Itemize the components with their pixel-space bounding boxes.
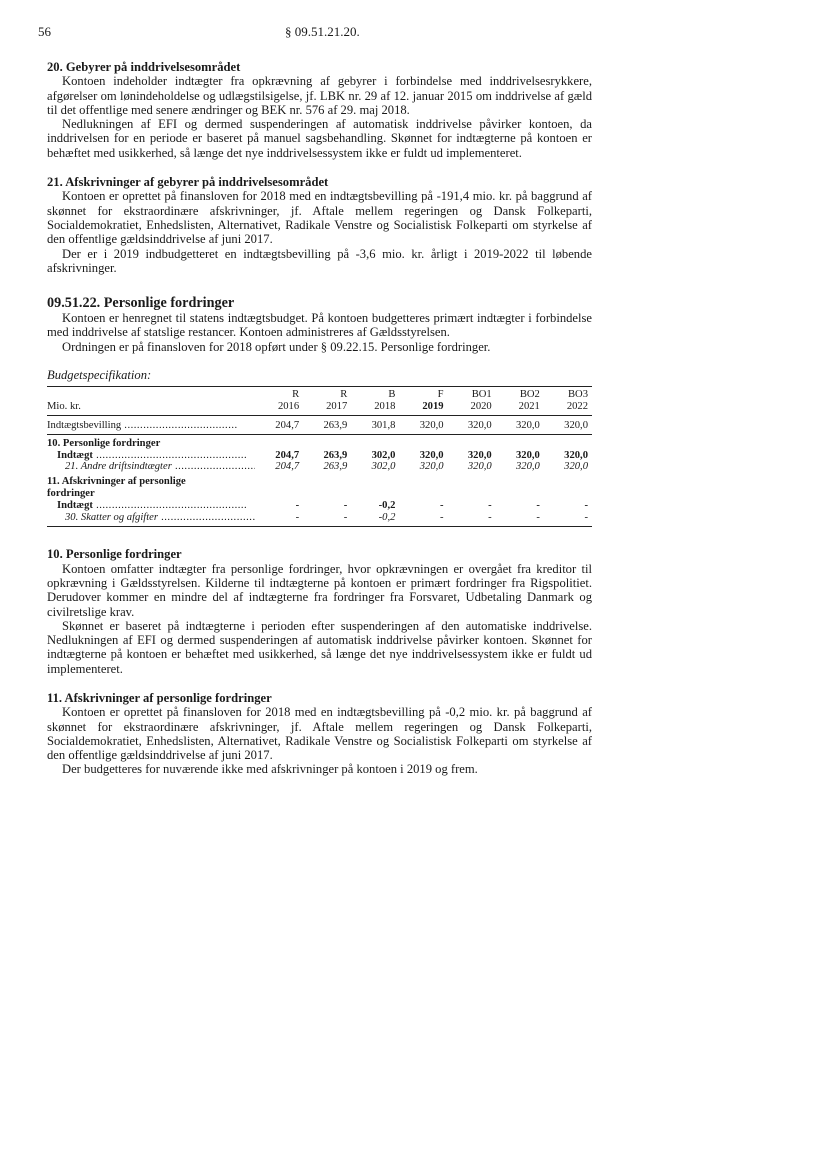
cell: 301,8 (351, 415, 399, 434)
cell: - (303, 512, 351, 527)
cell: 320,0 (448, 415, 496, 434)
cell: 204,7 (255, 415, 303, 434)
table-row (47, 461, 592, 473)
section-21-heading: 21. Afskrivninger af gebyrer på inddrivelsesområdet (47, 175, 329, 190)
cell: -0,2 (378, 499, 396, 511)
page-header-ref: § 09.51.21.20. (285, 24, 360, 39)
section-21-paragraph-2: Der er i 2019 indbudgetteret en indtægtsbevilling på -3,6 mio. kr. årligt i 2019-2022 til løbende afskrivninger. (47, 246, 592, 275)
cell: - (536, 499, 540, 511)
section-11-paragraph-2: Der budgetteres for nuværende ikke med afskrivninger på kontoen i 2019 og frem. (62, 762, 478, 777)
section-20-paragraph-1: Kontoen indeholder indtægter fra opkrævning af gebyrer i forbindelse med inddrivelsesrykkere, afgørelser om lønindeholdelse og udlægstilsigelse, jf. LBK nr. 29 af 12. januar 2015 om inddrivelse af gæld til det offentlige med senere ændringer og BEK nr. 576 af 29. maj 2018. (47, 74, 592, 117)
budget-table (47, 386, 592, 527)
budget-spec-label: Budgetspecifikation: (47, 368, 152, 383)
table-header-row-year (47, 401, 592, 415)
cell: 263,9 (323, 449, 348, 461)
table-row (47, 434, 592, 449)
cell: 320,0 (564, 461, 588, 473)
section-10 (47, 547, 592, 676)
section-09-51-22-paragraph-1: Kontoen er henregnet til statens indtægtsbudget. På kontoen budgetteres primært indtægter i forbindelse med inddrivelse af statslige restancer. Kontoen administreres af Gældsstyrelsen. (47, 311, 592, 340)
row-label: Indtægt ..... (47, 500, 247, 512)
page-number: 56 (38, 24, 51, 39)
table-header-row-type (47, 387, 592, 401)
cell: 320,0 (516, 449, 540, 461)
col-type: R (303, 387, 351, 401)
col-year: 2022 (544, 401, 592, 415)
cell: 320,0 (419, 461, 444, 473)
row-label: Indtægt ..... (47, 450, 247, 462)
table-row (47, 473, 592, 500)
table-row (47, 450, 592, 462)
cell: 320,0 (496, 415, 544, 434)
col-year: 2017 (303, 401, 351, 415)
col-year: 2020 (448, 401, 496, 415)
cell: 302,0 (371, 449, 396, 461)
table-row (47, 415, 592, 434)
cell: - (544, 512, 592, 527)
cell: - (440, 499, 444, 511)
row-group-label: 10. Personlige fordringer (47, 437, 161, 449)
cell: 320,0 (399, 415, 447, 434)
cell: 204,7 (275, 449, 300, 461)
cell: - (584, 499, 588, 511)
col-type: BO2 (496, 387, 544, 401)
cell: -0,2 (351, 512, 399, 527)
row-group-label: 11. Afskrivninger af personlige fordringer (47, 476, 186, 499)
unit-label: Mio. kr. (47, 401, 255, 415)
col-type: B (351, 387, 399, 401)
cell: 263,9 (323, 461, 348, 473)
col-type: BO3 (544, 387, 592, 401)
row-label: 30. Skatter og afgifter ..... (47, 512, 255, 524)
cell: 320,0 (516, 461, 540, 473)
cell: 320,0 (544, 415, 592, 434)
cell: 302,0 (371, 461, 396, 473)
section-20-heading: 20. Gebyrer på inddrivelsesområdet (47, 60, 241, 74)
cell: 204,7 (275, 461, 300, 473)
table-row (47, 512, 592, 527)
section-09-51-22-heading: 09.51.22. Personlige fordringer (47, 295, 235, 312)
col-type: F (399, 387, 447, 401)
row-label: Indtægtsbevilling ..... (47, 420, 237, 432)
cell: - (488, 499, 492, 511)
col-year: 2018 (351, 401, 399, 415)
cell: 320,0 (467, 449, 492, 461)
row-label: 21. Andre driftsindtægter ..... (47, 461, 255, 473)
cell: - (295, 499, 300, 511)
section-10-paragraph-2: Skønnet er baseret på indtægterne i perioden efter suspenderingen af den automatiske inddrivelse. Nedlukningen af EFI og dermed suspenderingen af automatisk inddrivelse påvirker kontoen. Skønnet for indtægterne på kontoen er behæftet med usikkerhed, så længe det nye inddrivelsessystem ikke er fuldt ud implementeret. (47, 618, 592, 676)
table-row (47, 500, 592, 512)
section-20-paragraph-2: Nedlukningen af EFI og dermed suspenderingen af automatisk inddrivelse påvirker kontoen, da inddrivelsen for en periode er baseret på manuel sagsbehandling. Skønnet for indtægterne på kontoen er behæftet med usikkerhed, så længe det nye inddrivelsessystem ikke er fuldt ud implementeret. (47, 117, 592, 160)
cell: - (343, 499, 348, 511)
section-20 (47, 60, 592, 160)
col-year: 2016 (255, 401, 303, 415)
col-year: 2021 (496, 401, 544, 415)
section-09-51-22-paragraph-2: Ordningen er på finansloven for 2018 opført under § 09.22.15. Personlige fordringer. (62, 339, 491, 354)
cell: - (448, 512, 496, 527)
col-year: 2019 (399, 401, 447, 415)
cell: 320,0 (467, 461, 492, 473)
cell: - (496, 512, 544, 527)
cell: - (399, 512, 447, 527)
cell: 320,0 (419, 449, 444, 461)
col-type: R (255, 387, 303, 401)
page-content (47, 60, 592, 777)
cell: - (255, 512, 303, 527)
section-10-heading: 10. Personlige fordringer (47, 547, 182, 562)
section-21-paragraph-1: Kontoen er oprettet på finansloven for 2018 med en indtægtsbevilling på -191,4 mio. kr. på baggrund af skønnet for ekstraordinære afskrivninger, jf. Aftale mellem regeringen og Dansk Folkeparti, Socialdemokratiet, Enhedslisten, Alternativet, Radikale Venstre og Socialistisk Folkeparti om styrkelse af den offentlige gældsinddrivelse af juni 2017. (47, 189, 592, 247)
col-type: BO1 (448, 387, 496, 401)
section-09-51-22 (47, 295, 592, 354)
section-11-heading: 11. Afskrivninger af personlige fordringer (47, 690, 272, 705)
section-11 (47, 691, 592, 777)
section-11-paragraph-1: Kontoen er oprettet på finansloven for 2018 med en indtægtsbevilling på -0,2 mio. kr. på baggrund af skønnet for ekstraordinære afskrivninger, jf. Aftale mellem regeringen og Dansk Folkeparti, Socialdemokratiet, Enhedslisten, Alternativet, Radikale Venstre og Socialistisk Folkeparti om styrkelse af den offentlige gældsinddrivelse af juni 2017. (47, 705, 592, 763)
cell: 263,9 (303, 415, 351, 434)
section-10-paragraph-1: Kontoen omfatter indtægter fra personlige fordringer, hvor opkrævningen er overgået fra kreditor til opkrævning i Gældsstyrelsen. Kilderne til indtægterne på kontoen er primært fordringer fra Rigspolitiet. Derudover kommer en mindre del af indtægterne fra fordringer fra Forsvaret, Udbetaling Danmark og civilretslige krav. (47, 561, 592, 619)
section-21 (47, 175, 592, 275)
cell: 320,0 (564, 449, 588, 461)
